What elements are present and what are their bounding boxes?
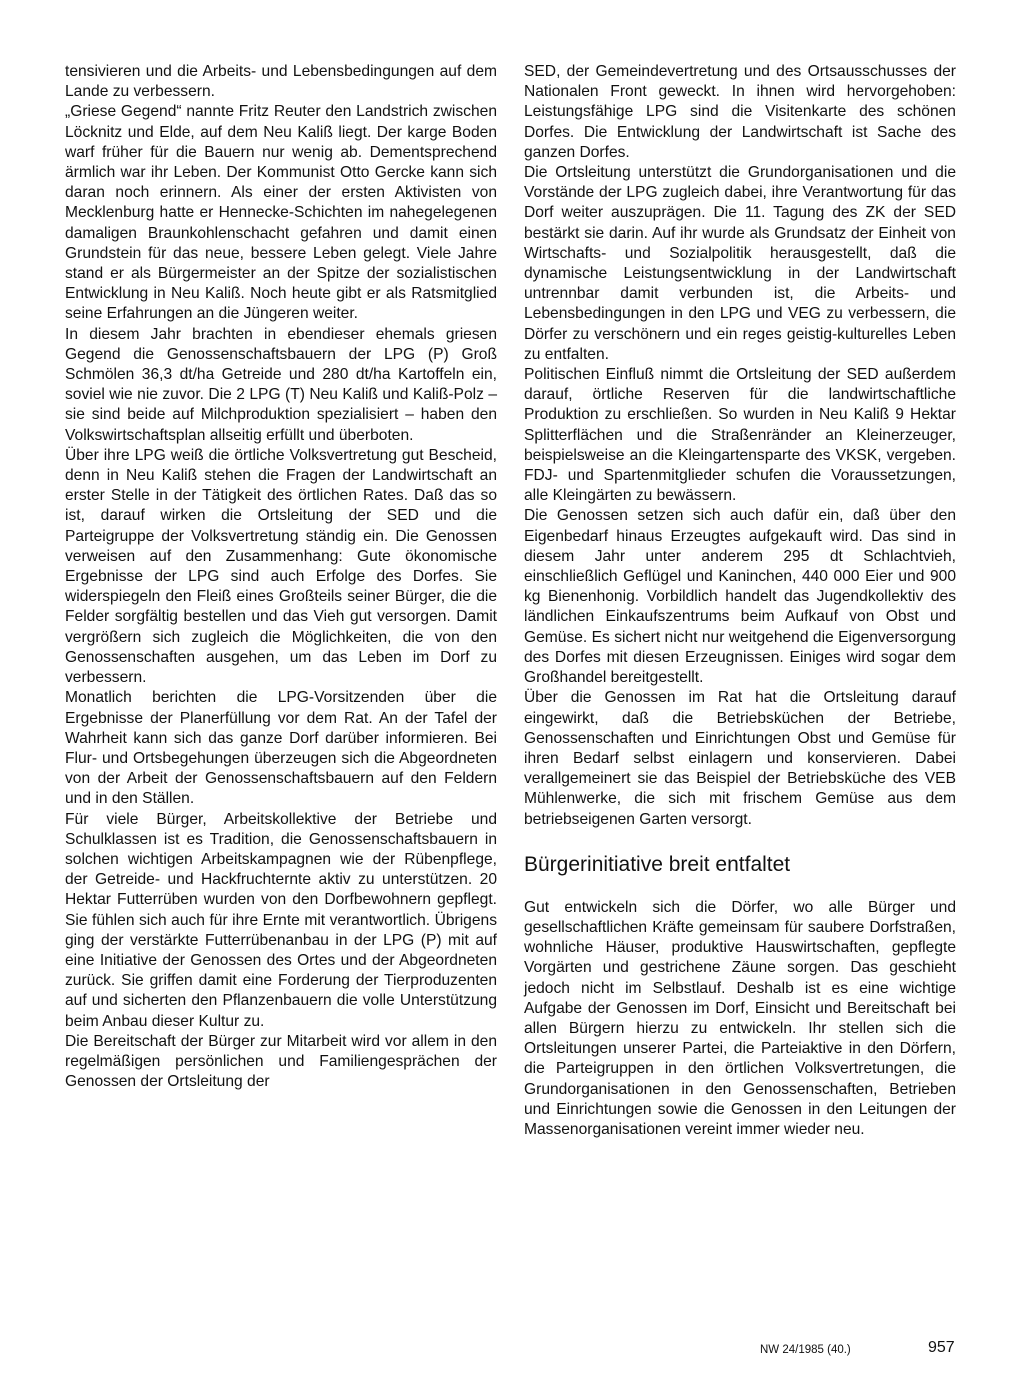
paragraph: tensivieren und die Arbeits- und Lebensbedingungen auf dem Lande zu verbessern. bbox=[65, 63, 497, 101]
paragraph: SED, der Gemeindevertretung und des Ortsausschusses der Nationalen Front geweckt. In ihnen wird hervorgehoben: Leistungsfähige LPG sind die Visitenkarte des schönen Dorfes. Die Entwicklung der Landwirtschaft ist Sache des ganzen Dorfes. bbox=[524, 63, 956, 161]
section-heading: Bürgerinitiative breit entfaltet bbox=[524, 852, 791, 876]
paragraph: Monatlich berichten die LPG-Vorsitzenden über die Ergebnisse der Planerfüllung vor dem Rat. An der Tafel der Wahrheit kann sich das ganze Dorf darüber informieren. Bei Flur- und Ortsbegehungen überzeugen sich die Abgeordneten von der Arbeit der Genossenschaftsbauern auf den Feldern und in den Ställen. bbox=[65, 689, 497, 808]
paragraph: Politischen Einfluß nimmt die Ortsleitung der SED außerdem darauf, örtliche Reserven für die landwirtschaftliche Produktion zu erschließen. So wurden in Neu Kaliß 9 Hektar Splitterflächen und die Straßenränder an Kleinerzeuger, beispielsweise an die Kleingartensparte des VKSK, vergeben. FDJ- und Spartenmitglieder schufen die Voraussetzungen, alle Kleingärten zu bewässern. bbox=[524, 366, 956, 505]
issue-reference: NW 24/1985 (40.) bbox=[760, 1344, 851, 1356]
paragraph: Die Bereitschaft der Bürger zur Mitarbeit wird vor allem in den regelmäßigen persönlichen und Familiengesprächen der Genossen der Ortsleitung der bbox=[65, 1032, 497, 1091]
paragraph: In diesem Jahr brachten in ebendieser ehemals griesen Gegend die Genossenschaftsbauern der LPG (P) Groß Schmölen 36,3 dt/ha Getreide und 280 dt/ha Kartoffeln ein, soviel wie nie zuvor. Die 2 LPG (T) Neu Kaliß und Kaliß-Polz – sie sind beide auf Milchproduktion spezialisiert – haben den Volkswirtschaftsplan allseitig erfüllt und überboten. bbox=[65, 325, 497, 444]
paragraph: „Griese Gegend“ nannte Fritz Reuter den Landstrich zwischen Löcknitz und Elde, auf dem Neu Kaliß liegt. Der karge Boden warf früher für die Bauern nur wenig ab. Dementsprechend ärmlich war ihr Leben. Der Kommunist Otto Gercke kann sich daran noch erinnern. Als einer der ersten Aktivisten von Mecklenburg hatte er Hennecke-Schichten im nahegelegenen damaligen Braunkohlenschacht gefahren und damit einen Grundstein für das neue, bessere Leben gelegt. Viele Jahre stand er als Bürgermeister an der Spitze der sozialistischen Entwicklung in Neu Kaliß. Noch heute gibt er als Ratsmitglied seine Erfahrungen an die Jüngeren weiter. bbox=[65, 103, 497, 323]
paragraph: Die Genossen setzen sich auch dafür ein, daß über den Eigenbedarf hinaus Erzeugtes aufgekauft wird. Das sind in diesem Jahr unter anderem 295 dt Schlachtvieh, einschließlich Geflügel und Kaninchen, 440 000 Eier und 900 kg Bienenhonig. Vorbildlich handelt das Jugendkollektiv des ländlichen Einkaufszentrums beim Aufkauf von Obst und Gemüse. Es sichert nicht nur weitgehend die Eigenversorgung des Dorfes mit diesen Erzeugnissen. Einiges wird sogar dem Großhandel bereitgestellt. bbox=[524, 507, 956, 687]
right-text-column bbox=[524, 62, 956, 1140]
paragraph: Die Ortsleitung unterstützt die Grundorganisationen und die Vorstände der LPG zugleich dabei, ihre Verantwortung für das Dorf weiter auszuprägen. Die 11. Tagung des ZK der SED bestärkt sie darin. Auf ihr wurde als Grundsatz der Einheit von Wirtschafts- und Sozialpolitik herausgestellt, daß die dynamische Leistungsentwicklung in der Landwirtschaft untrennbar damit verbunden ist, die Arbeits- und Lebensbedingungen in den LPG und VEG zu verbessern, die Dörfer zu verschönern und ein reges geistig-kulturelles Leben zu entfalten. bbox=[524, 164, 956, 363]
left-text-column bbox=[65, 62, 497, 1092]
paragraph: Für viele Bürger, Arbeitskollektive der Betriebe und Schulklassen ist es Tradition, die Genossenschaftsbauern in solchen wichtigen Arbeitskampagnen wie der Rübenpflege, der Getreide- und Hackfruchternte aktiv zu unterstützen. 20 Hektar Futterrüben wurden von den Dorfbewohnern gepflegt. Sie fühlen sich auch für ihre Ernte mit verantwortlich. Übrigens ging der verstärkte Futterrübenanbau in der LPG (P) mit auf eine Initiative der Genossen des Ortes und der Abgeordneten zurück. Sie griffen damit eine Forderung der Tierproduzenten auf und sicherten den Pflanzenbauern die volle Unterstützung beim Anbau dieser Kultur zu. bbox=[65, 810, 497, 1030]
paragraph: Über die Genossen im Rat hat die Ortsleitung darauf eingewirkt, daß die Betriebsküchen der Betriebe, Genossenschaften und Einrichtungen Obst und Gemüse für ihren Bedarf selbst einlagern und konservieren. Dabei verallgemeinert sie das Beispiel der Betriebsküche des VEB Mühlenwerke, die sich mit frischem Gemüse aus dem betriebseigenen Garten versorgt. bbox=[524, 689, 956, 828]
page-number: 957 bbox=[928, 1339, 955, 1356]
paragraph: Gut entwickeln sich die Dörfer, wo alle Bürger und gesellschaftlichen Kräfte gemeinsam für saubere Dorfstraßen, wohnliche Häuser, produktive Hauswirtschaften, gepflegte Vorgärten und gestrichene Zäune sorgen. Das geschieht jedoch nicht im Selbstlauf. Deshalb ist es eine wichtige Aufgabe der Genossen im Dorf, Einsicht und Bereitschaft bei allen Bürgern hierzu zu entwickeln. Ihr stellen sich die Ortsleitungen unserer Partei, die Parteiaktive in den Dörfern, die Parteigruppen in den örtlichen Volksvertretungen, die Grundorganisationen in den Genossenschaften, Betrieben und Einrichtungen sowie die Genossen in den Leitungen der Massenorganisationen vereint immer wieder neu. bbox=[524, 898, 956, 1138]
paragraph: Über ihre LPG weiß die örtliche Volksvertretung gut Bescheid, denn in Neu Kaliß stehen die Fragen der Landwirtschaft an erster Stelle in der Tätigkeit des örtlichen Rates. Daß das so ist, darauf wirken die Ortsleitung der SED und die Parteigruppe der Volksvertretung ständig ein. Die Genossen verweisen auf den Zusammenhang: Gute ökonomische Ergebnisse der LPG sind auch Erfolge des Dorfes. Sie widerspiegeln den Fleiß eines Großteils seiner Bürger, die die Felder sorgfältig bestellen und das Vieh gut versorgen. Damit vergrößern sich zugleich die Möglichkeiten, die von den Genossenschaften ausgehen, um das Leben im Dorf zu verbessern. bbox=[65, 446, 497, 687]
